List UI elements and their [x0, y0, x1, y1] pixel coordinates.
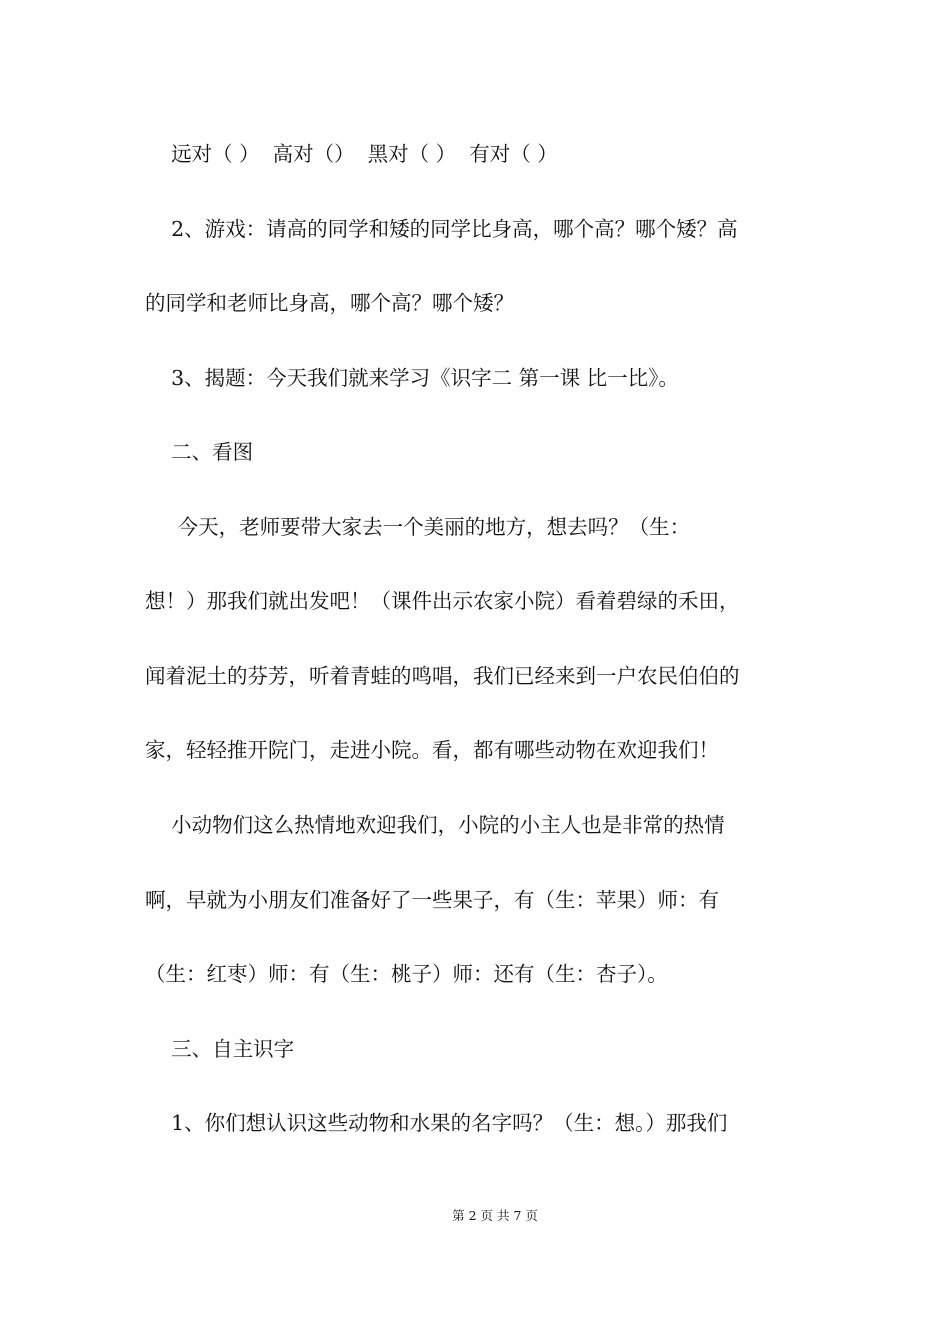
text-line-3: 的同学和老师比身高，哪个高？哪个矮？ — [145, 291, 514, 315]
section-heading-3: 三、自主识字 — [145, 1037, 295, 1061]
text-line-14: 1、你们想认识这些动物和水果的名字吗？（生：想。）那我们 — [145, 1111, 728, 1135]
text-line-9: 家，轻轻推开院门，走进小院。看，都有哪些动物在欢迎我们！ — [145, 738, 719, 762]
text-line-6: 今天，老师要带大家去一个美丽的地方，想去吗？（生： — [145, 515, 691, 539]
text-line-4: 3、揭题：今天我们就来学习《识字二 第一课 比一比》。 — [145, 366, 679, 390]
text-line-8: 闻着泥土的芬芳，听着青蛙的鸣唱，我们已经来到一户农民伯伯的 — [145, 664, 740, 688]
section-heading-2: 二、看图 — [145, 440, 254, 464]
text-line-1: 远对（ ） 高对（） 黑对（ ） 有对（ ） — [145, 142, 558, 166]
text-line-2: 2、游戏：请高的同学和矮的同学比身高，哪个高？哪个矮？高 — [145, 217, 738, 241]
text-line-7: 想！）那我们就出发吧！（课件出示农家小院）看着碧绿的禾田， — [145, 589, 740, 613]
page-number-footer: 第 2 页 共 7 页 — [452, 1208, 538, 1223]
text-line-12: （生：红枣）师：有（生：桃子）师：还有（生：杏子）。 — [145, 962, 668, 986]
text-line-11: 啊，早就为小朋友们准备好了一些果子，有（生：苹果）师：有 — [145, 888, 719, 912]
text-line-10: 小动物们这么热情地欢迎我们，小院的小主人也是非常的热情 — [145, 813, 725, 837]
